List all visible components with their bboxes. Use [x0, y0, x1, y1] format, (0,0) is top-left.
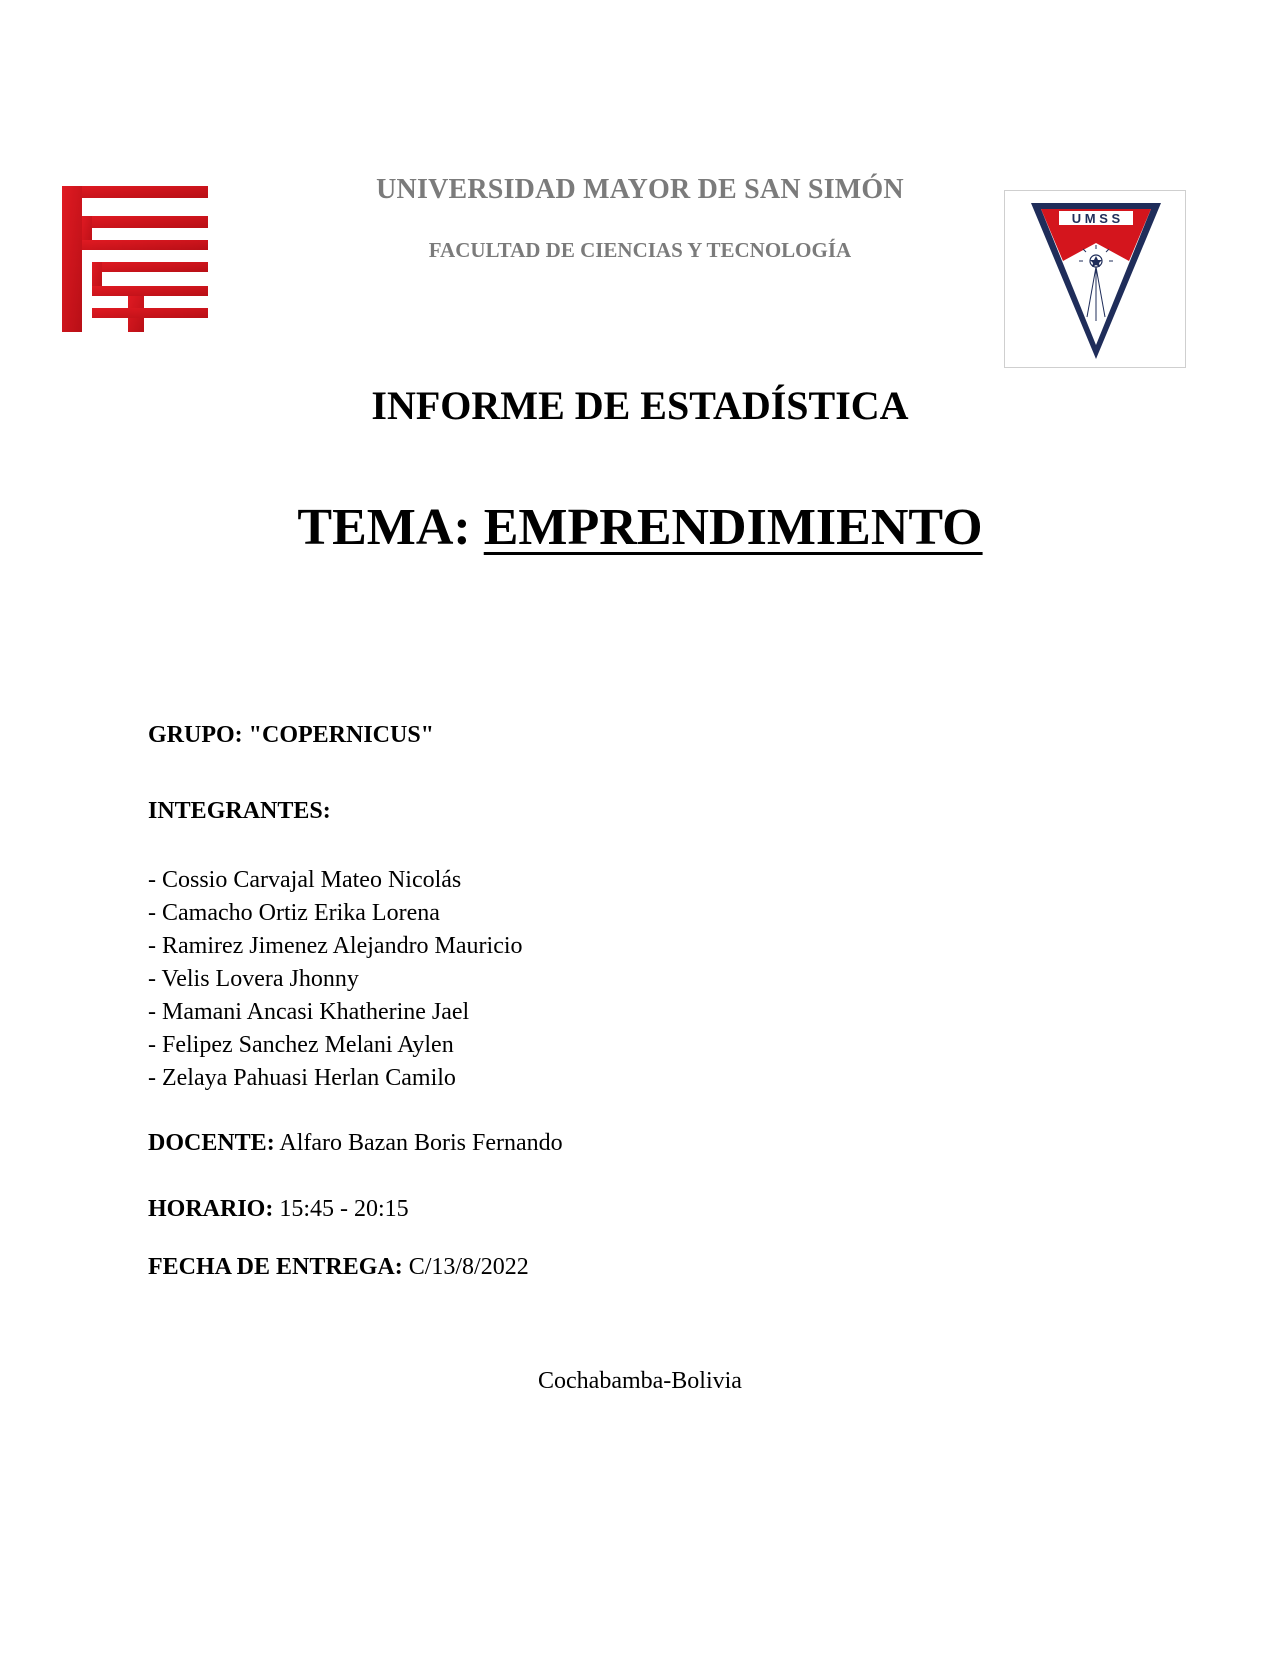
list-item: - Felipez Sanchez Melani Aylen: [148, 1032, 454, 1058]
group-line: [148, 722, 434, 749]
list-item: - Mamani Ancasi Khatherine Jael: [148, 999, 470, 1025]
list-item: - Zelaya Pahuasi Herlan Camilo: [148, 1065, 456, 1091]
fecha-value: C/13/8/2022: [408, 1254, 529, 1280]
docente-value: Alfaro Bazan Boris Fernando: [279, 1130, 563, 1156]
horario-value: 15:45 - 20:15: [279, 1196, 409, 1222]
docente-line: [148, 1130, 563, 1157]
theme-label: TEMA:: [297, 499, 471, 556]
list-item: - Cossio Carvajal Mateo Nicolás: [148, 867, 462, 893]
members-list: [148, 864, 523, 1095]
umss-logo-icon: [1029, 199, 1163, 363]
list-item: - Ramirez Jimenez Alejandro Mauricio: [148, 933, 523, 959]
docente-label: DOCENTE:: [148, 1130, 275, 1156]
report-title: INFORME DE ESTADÍSTICA: [371, 383, 909, 428]
theme-heading: [140, 498, 1140, 557]
list-item: - Camacho Ortiz Erika Lorena: [148, 900, 440, 926]
fecha-line: [148, 1254, 529, 1281]
umss-logo-frame: [1004, 190, 1186, 368]
members-label: INTEGRANTES:: [148, 798, 331, 824]
group-label: GRUPO:: [148, 722, 243, 748]
university-name: UNIVERSIDAD MAYOR DE SAN SIMÓN: [376, 174, 904, 205]
theme-value: EMPRENDIMIENTO: [483, 499, 983, 556]
fecha-label: FECHA DE ENTREGA:: [148, 1254, 403, 1280]
horario-label: HORARIO:: [148, 1196, 274, 1222]
list-item: - Velis Lovera Jhonny: [148, 966, 359, 992]
fcyt-logo-icon: [62, 186, 208, 332]
city-footer: Cochabamba-Bolivia: [538, 1368, 742, 1394]
umss-logo-text: U M S S: [1071, 211, 1121, 226]
group-name: "COPERNICUS": [248, 722, 434, 748]
horario-line: [148, 1196, 409, 1223]
faculty-name: FACULTAD DE CIENCIAS Y TECNOLOGÍA: [428, 238, 852, 262]
